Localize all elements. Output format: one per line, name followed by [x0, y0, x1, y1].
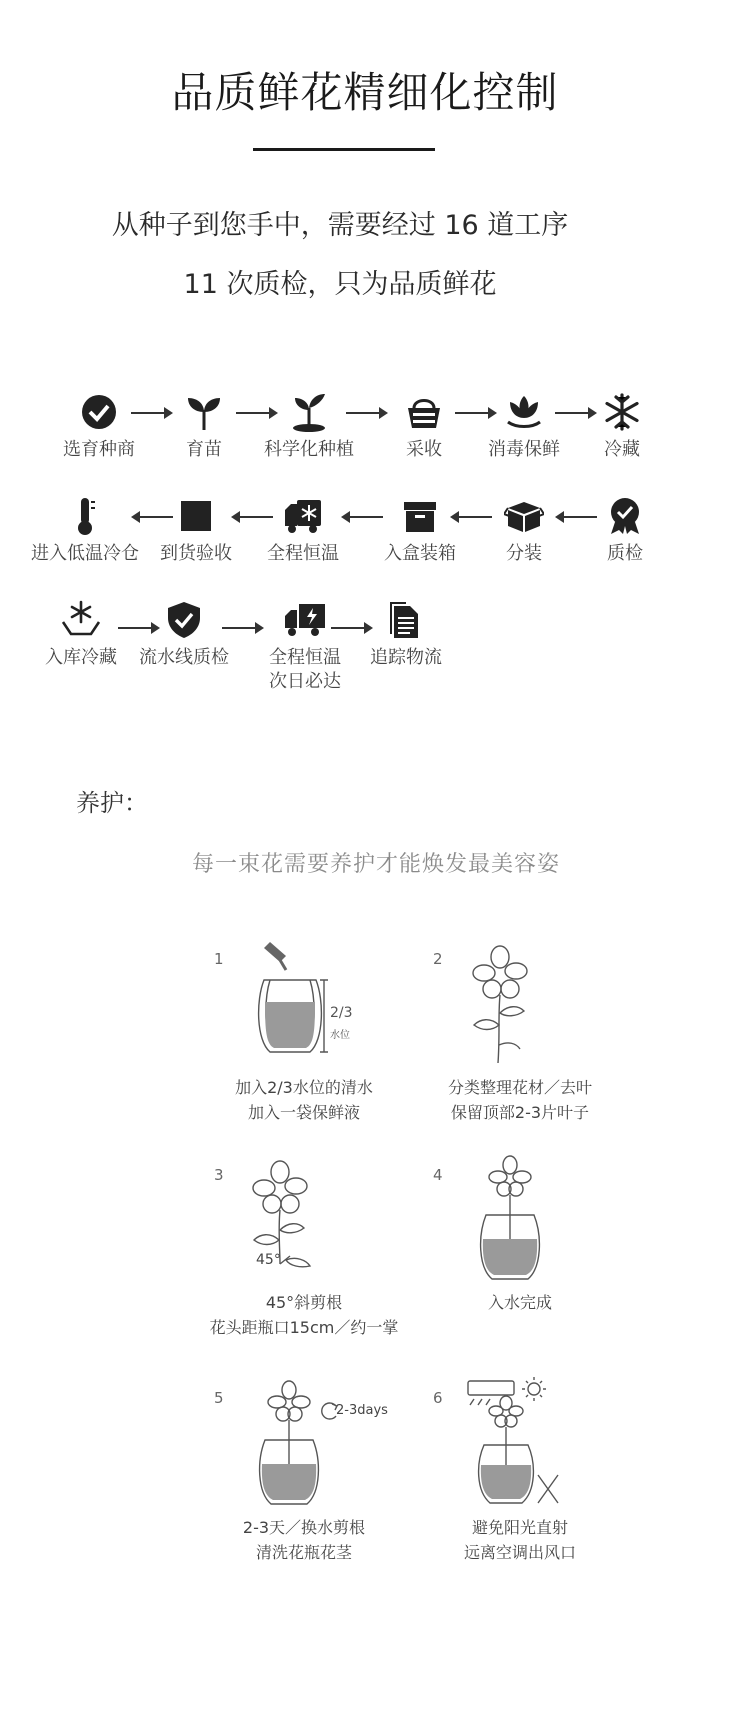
care-step-line1: 入水完成 — [487, 1293, 552, 1312]
sprout-icon — [184, 392, 224, 432]
process-step-label: 育苗 — [186, 439, 222, 460]
refrigerated-truck-icon — [283, 496, 323, 536]
process-step — [557, 392, 687, 462]
process-step — [560, 496, 690, 566]
documents-icon — [386, 600, 426, 640]
angle-annot: 45° — [256, 1252, 281, 1268]
lotus-icon — [504, 392, 544, 432]
care-step-number: 3 — [214, 1166, 224, 1184]
care-step-line2: 加入一袋保鲜液 — [247, 1103, 360, 1122]
care-step-line1: 避免阳光直射 — [471, 1518, 568, 1537]
care-step-caption — [390, 1515, 650, 1565]
process-step-label: 全程恒温 — [269, 647, 341, 668]
title-divider — [253, 148, 435, 151]
process-step-label: 入库冷藏 — [45, 647, 117, 668]
process-step-label: 选育种商 — [63, 439, 135, 460]
process-step-label: 冷藏 — [604, 439, 640, 460]
water-level-annot-2: 水位 — [330, 1030, 350, 1041]
care-step-number: 6 — [433, 1389, 443, 1407]
snowflake-icon — [602, 392, 642, 432]
process-step-label: 采收 — [406, 439, 442, 460]
care-step-number: 1 — [214, 950, 224, 968]
care-step-caption — [390, 1290, 650, 1315]
process-step-label: 流水线质检 — [139, 647, 229, 668]
care-step-number: 5 — [214, 1389, 224, 1407]
storage-box-icon — [400, 496, 440, 536]
process-step-label: 入盒装箱 — [384, 543, 456, 564]
process-step-label: 科学化种植 — [264, 439, 354, 460]
box-icon — [176, 496, 216, 536]
quality-badge-icon — [605, 496, 645, 536]
flower-icon — [470, 945, 550, 1065]
basket-icon — [404, 392, 444, 432]
process-step-label: 质检 — [607, 543, 643, 564]
cold-hand-icon — [61, 600, 101, 640]
care-step-line2: 远离空调出风口 — [463, 1543, 576, 1562]
process-step-label: 全程恒温 — [267, 543, 339, 564]
care-step-line1: 45°斜剪根 — [265, 1293, 343, 1312]
process-step-label: 分装 — [506, 543, 542, 564]
package-icon — [504, 496, 544, 536]
shield-check-icon — [164, 600, 204, 640]
delivery-truck-icon — [283, 600, 327, 640]
process-step — [238, 496, 368, 566]
care-step-line2: 清洗花瓶花茎 — [255, 1543, 352, 1562]
process-step — [119, 600, 249, 670]
flower-in-vase-icon — [476, 1155, 556, 1285]
process-step-label: 追踪物流 — [370, 647, 442, 668]
care-heading: 养护： — [76, 789, 148, 817]
water-level-annot: 2/3 — [330, 1005, 353, 1021]
care-step-line2: 保留顶部2-3片叶子 — [450, 1103, 590, 1122]
process-step-label: 到货验收 — [160, 543, 232, 564]
check-circle-icon — [79, 392, 119, 432]
care-step-line2: 花头距瓶口15cm／约一掌 — [209, 1318, 399, 1337]
care-step-line1: 加入2/3水位的清水 — [235, 1078, 373, 1097]
process-step-label-2: 次日必达 — [269, 671, 341, 692]
process-step-label: 进入低温冷仓 — [31, 543, 139, 564]
care-step-line1: 2-3天／换水剪根 — [242, 1518, 366, 1537]
care-step-caption — [390, 1075, 650, 1125]
process-step — [244, 392, 374, 462]
page-title: 品质鲜花精细化控制 — [171, 68, 559, 117]
avoid-sun-ac-icon — [466, 1375, 576, 1510]
subtitle-line-2: 11 次质检，只为品质鲜花 — [183, 269, 497, 300]
subtitle-line-1: 从种子到您手中，需要经过 16 道工序 — [111, 210, 569, 241]
process-step-label: 消毒保鲜 — [488, 439, 560, 460]
care-step-line1: 分类整理花材／去叶 — [447, 1078, 592, 1097]
thermometer-icon — [65, 496, 105, 536]
care-step-number: 4 — [433, 1166, 443, 1184]
process-step — [341, 600, 471, 670]
care-subheading: 每一束花需要养护才能焕发最美容姿 — [191, 852, 560, 877]
water-vase-icon — [252, 940, 362, 1060]
care-step-number: 2 — [433, 950, 443, 968]
days-annot: 2-3days — [336, 1403, 388, 1418]
plant-icon — [289, 392, 329, 432]
